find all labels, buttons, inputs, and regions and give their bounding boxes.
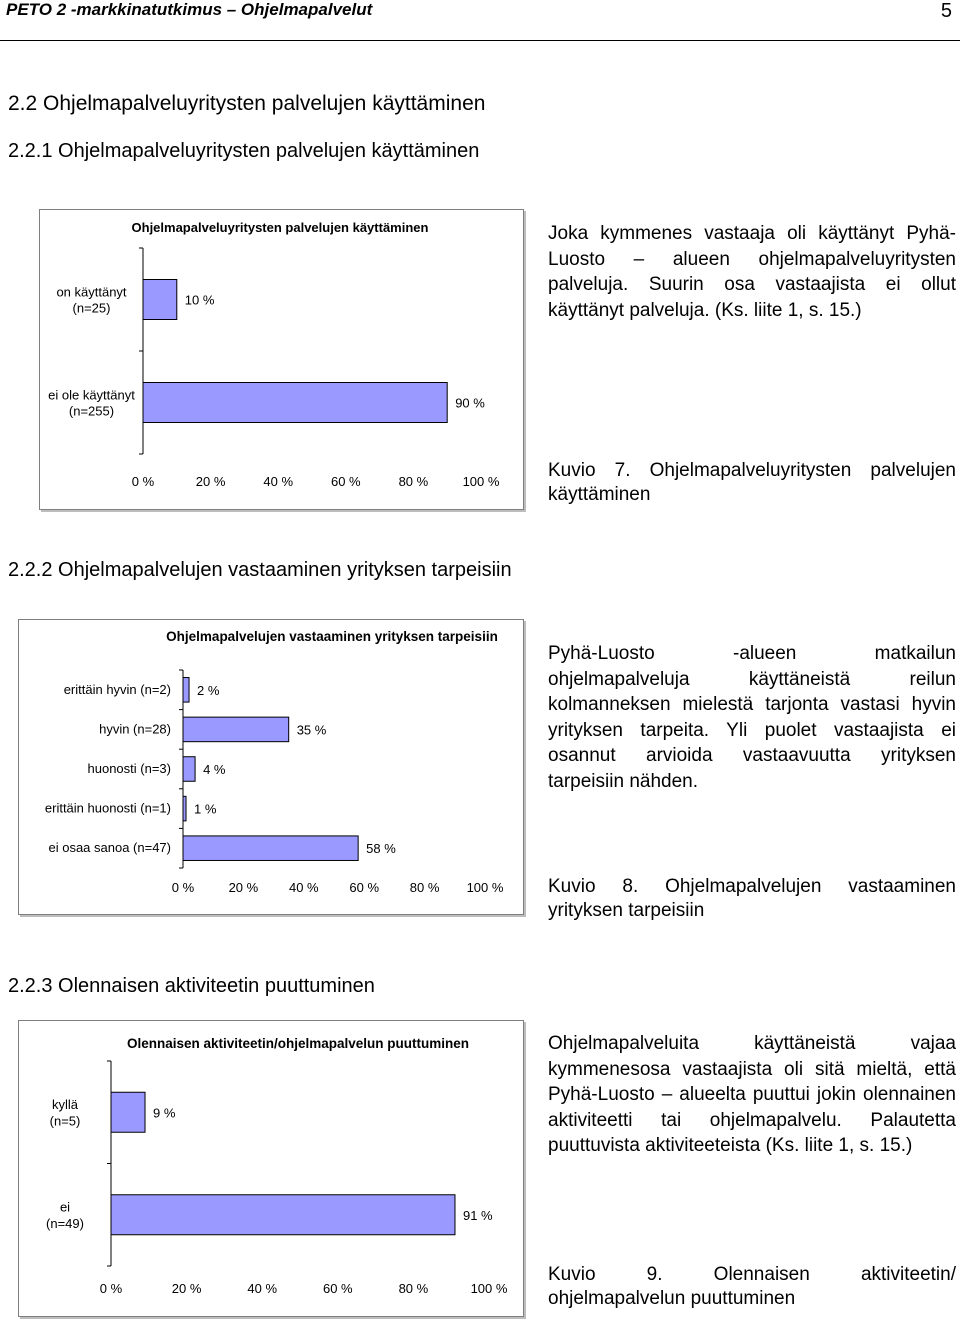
- chart-title: Ohjelmapalveluyritysten palvelujen käyttäminen: [131, 220, 429, 235]
- page-number: 5: [940, 0, 952, 22]
- data-label: 35 %: [296, 722, 327, 738]
- body-text-3: Ohjelmapalveluita käyttäneistä vajaa kymmenesosa vastaajista oli sitä mieltä, että Pyhä-Luosto – alueelta puuttui jokin olennainen aktiviteetti tai ohjelmapalvelu. Palautetta puuttuvista aktiviteeteista (Ks. liite 1, s. 15.): [548, 1033, 956, 1156]
- subsection-heading-2: 2.2.2 Ohjelmapalvelujen vastaaminen yrityksen tarpeisiin: [8, 559, 512, 581]
- data-label: 2 %: [197, 682, 220, 698]
- value-tick-label: 100 %: [462, 474, 500, 489]
- value-tick-label: 100 %: [470, 1281, 508, 1296]
- value-tick-label: 20 %: [195, 474, 226, 489]
- chart-2: [19, 620, 523, 914]
- data-label: 91 %: [462, 1207, 493, 1223]
- chart-3: [19, 1021, 523, 1316]
- bar: [111, 1092, 145, 1132]
- subsection-heading-3: 2.2.3 Olennaisen aktiviteetin puuttuminen: [8, 975, 375, 997]
- value-tick-label: 40 %: [288, 880, 319, 895]
- chart-title: Olennaisen aktiviteetin/ohjelmapalvelun puuttuminen: [126, 1036, 470, 1051]
- chart-1: [40, 210, 523, 509]
- value-tick-label: 20 %: [171, 1281, 202, 1296]
- data-label: 9 %: [153, 1105, 176, 1121]
- bar: [111, 1195, 455, 1235]
- category-label: huonosti (n=3): [87, 761, 171, 776]
- data-label: 4 %: [203, 762, 226, 777]
- value-tick-label: 0 %: [131, 474, 155, 489]
- data-label: 58 %: [366, 841, 396, 857]
- value-tick-label: 80 %: [398, 1281, 429, 1296]
- category-label: hyvin (n=28): [99, 721, 171, 737]
- section-heading: 2.2 Ohjelmapalveluyritysten palvelujen käyttäminen: [8, 92, 486, 115]
- data-label: 90 %: [455, 395, 485, 411]
- value-tick-label: 60 %: [322, 1281, 353, 1296]
- document-header-title: PETO 2 -markkinatutkimus – Ohjelmapalvelut: [6, 0, 373, 19]
- data-label: 1 %: [194, 801, 217, 817]
- body-text-1: Joka kymmenes vastaaja oli käyttänyt Pyhä-Luosto – alueen ohjelmapalveluyritysten palveluja. Suurin osa vastaajista ei ollut käyttänyt palveluja. (Ks. liite 1, s. 15.): [548, 223, 956, 321]
- bar: [143, 280, 177, 320]
- category-label: ei osaa sanoa (n=47): [48, 840, 171, 856]
- value-tick-label: 100 %: [466, 880, 504, 895]
- chart-box-2: [18, 619, 524, 915]
- category-label: ei ole käyttänyt (n=255): [48, 387, 135, 419]
- bar: [143, 383, 447, 423]
- figure-caption-2: Kuvio 8. Ohjelmapalvelujen vastaaminen yrityksen tarpeisiin: [548, 876, 956, 921]
- value-tick-label: 80 %: [409, 880, 440, 895]
- value-tick-label: 0 %: [99, 1281, 123, 1296]
- value-tick-label: 80 %: [398, 474, 429, 489]
- value-tick-label: 60 %: [330, 474, 361, 489]
- category-label: kyllä (n=5): [49, 1097, 81, 1129]
- bar: [183, 717, 289, 742]
- subsection-heading-1: 2.2.1 Ohjelmapalveluyritysten palvelujen käyttäminen: [8, 140, 480, 162]
- chart-title: Ohjelmapalvelujen vastaaminen yrityksen tarpeisiin: [166, 629, 498, 644]
- bar: [183, 836, 358, 861]
- category-label: erittäin hyvin (n=2): [63, 681, 171, 697]
- category-label: erittäin huonosti (n=1): [44, 800, 171, 816]
- figure-caption-1: Kuvio 7. Ohjelmapalveluyritysten palvelujen käyttäminen: [548, 460, 956, 505]
- body-text-2: Pyhä-Luosto -alueen matkailun ohjelmapalveluja käyttäneistä reilun kolmanneksen mielestä tarjonta vastasi hyvin yrityksen tarpeita. Yli puolet vastaajista ei osannut arvioida vastaavuutta yrityksen tarpeisiin nähden.: [548, 643, 956, 792]
- bar: [183, 757, 195, 782]
- value-tick-label: 0 %: [171, 880, 195, 895]
- chart-box-3: [18, 1020, 524, 1317]
- value-tick-label: 40 %: [263, 474, 294, 489]
- value-tick-label: 20 %: [228, 880, 259, 895]
- value-tick-label: 60 %: [349, 880, 380, 895]
- value-tick-label: 40 %: [247, 1281, 278, 1296]
- figure-caption-3: Kuvio 9. Olennaisen aktiviteetin/ ohjelmapalvelun puuttuminen: [548, 1264, 956, 1309]
- bar: [183, 796, 186, 821]
- bar: [183, 678, 189, 703]
- category-label: ei (n=49): [46, 1199, 84, 1231]
- data-label: 10 %: [184, 292, 215, 308]
- header-divider: [0, 40, 960, 41]
- chart-box-1: [39, 209, 524, 510]
- category-label: on käyttänyt (n=25): [56, 284, 127, 316]
